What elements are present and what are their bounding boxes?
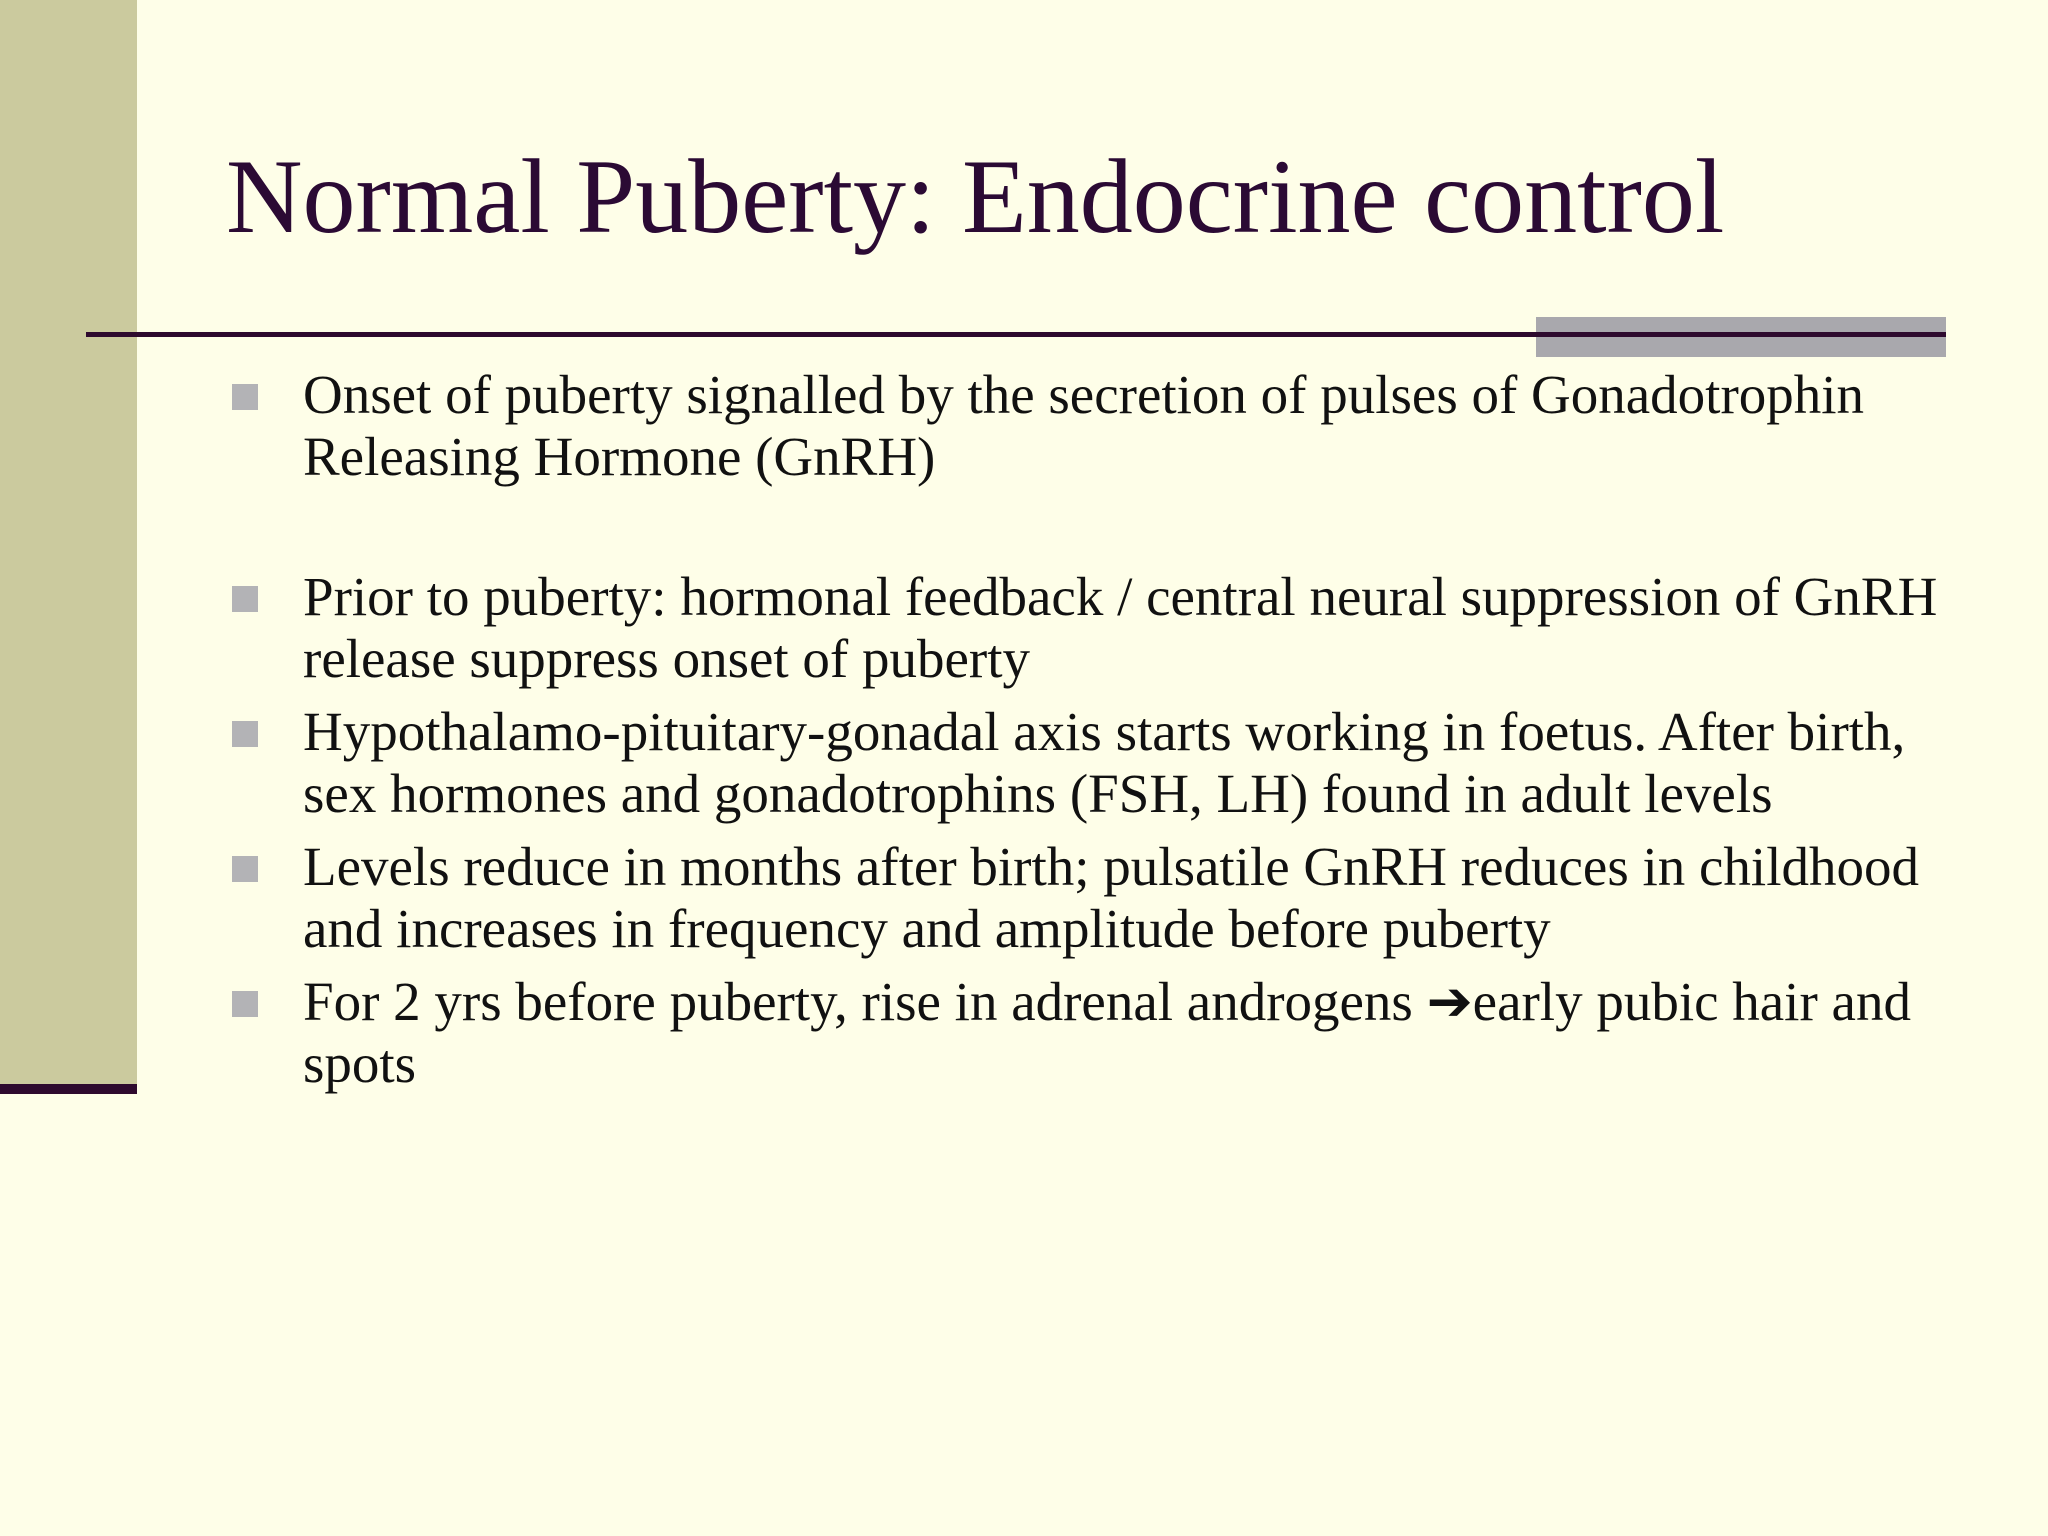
square-bullet-icon (232, 856, 258, 882)
bullet-text: Levels reduce in months after birth; pulsatile GnRH reduces in childhood and increases in frequency and amplitude before puberty (303, 836, 1919, 959)
title-rule-line (86, 332, 1946, 337)
bullet-item (226, 971, 1986, 1095)
bullet-list (226, 364, 1986, 1106)
square-bullet-icon (232, 991, 258, 1017)
slide-title: Normal Puberty: Endocrine control (226, 138, 1725, 255)
side-bar-accent-line (0, 1084, 137, 1094)
square-bullet-icon (232, 721, 258, 747)
square-bullet-icon (232, 586, 258, 612)
side-bar-decoration (0, 0, 137, 1084)
bullet-text: Prior to puberty: hormonal feedback / central neural suppression of GnRH release suppress onset of puberty (303, 566, 1938, 689)
bullet-item (226, 566, 1986, 690)
title-rule-gray-block (1536, 317, 1946, 357)
bullet-text: For 2 yrs before puberty, rise in adrenal androgens ➔early pubic hair and spots (303, 971, 1911, 1094)
square-bullet-icon (232, 384, 258, 410)
bullet-text: Onset of puberty signalled by the secretion of pulses of Gonadotrophin Releasing Hormone (GnRH) (303, 364, 1865, 487)
bullet-item (226, 836, 1986, 960)
bullet-item (226, 364, 1986, 488)
bullet-text: Hypothalamo-pituitary-gonadal axis starts working in foetus. After birth, sex hormones and gonadotrophins (FSH, LH) found in adult levels (303, 701, 1906, 824)
bullet-item (226, 701, 1986, 825)
